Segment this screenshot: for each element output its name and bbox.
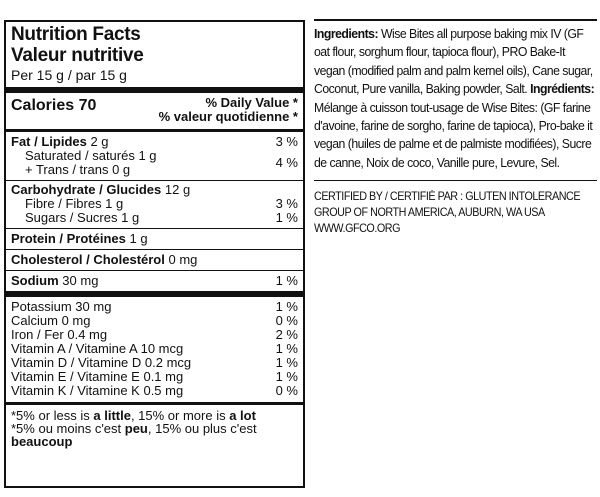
- protein-amount: 1 g: [129, 231, 148, 246]
- mineral-name: Iron / Fer 0.4 mg: [11, 327, 108, 342]
- carb-group: [11, 181, 298, 225]
- mineral-name: Calcium 0 mg: [11, 313, 91, 328]
- footnote: [11, 405, 298, 448]
- sodium-row: [11, 271, 298, 291]
- list-item: [11, 356, 298, 370]
- mineral-pct: 0 %: [275, 313, 298, 328]
- sodium-label: Sodium: [11, 273, 59, 288]
- protein-row: [11, 229, 298, 249]
- fat-group: [11, 132, 298, 177]
- footnote-text: *5% ou moins c'est: [11, 421, 125, 436]
- saturated-fat: Saturated / saturés 1 g: [25, 148, 157, 163]
- calories-label: Calories 70: [11, 97, 97, 114]
- cholesterol-amount: 0 mg: [168, 252, 198, 267]
- ingredients-fr: Mélange à cuisson tout-usage de Wise Bites: (GF farine d'avoine, farine de sorgho, farine de tapioca), Pro-bake it vegan (huiles de palme et de palmiste modifiées), Sucre de canne, Noix de coco, Vanille pure, Levure, Sel.: [314, 99, 593, 170]
- ingredients-en: Wise Bites all purpose baking mix IV (GF oat flour, sorghum flour, tapioca flour), PRO Bake-It vegan (modified palm and palm kernel oils), Cane sugar, Coconut, Pure vanilla, Baking powder, Salt.: [314, 26, 593, 97]
- fat-amount: 2 g: [90, 134, 109, 149]
- fat-label: Fat / Lipides: [11, 134, 87, 149]
- daily-value-header: [159, 96, 298, 124]
- carb-label: Carbohydrate / Glucides: [11, 182, 162, 197]
- fat-pct: 3 %: [275, 134, 298, 149]
- fibre-pct: 3 %: [275, 196, 298, 211]
- protein-label: Protein / Protéines: [11, 231, 126, 246]
- footnote-text: *5% or less is: [11, 408, 94, 423]
- certification-text: CERTIFIED BY / CERTIFIÉ PAR : GLUTEN INTOLERANCE GROUP OF NORTH AMERICA, AUBURN, WA USA WWW.GFCO.ORG: [314, 190, 581, 236]
- ingredients-panel: [314, 19, 597, 237]
- mineral-pct: 2 %: [275, 327, 298, 342]
- serving-size: Per 15 g / par 15 g: [11, 67, 127, 83]
- sodium-amount: 30 mg: [62, 273, 99, 288]
- fibre: Fibre / Fibres 1 g: [25, 196, 124, 211]
- footnote-beaucoup: beaucoup: [11, 434, 73, 449]
- nutrition-facts-panel: [4, 20, 305, 488]
- ingredients-fr-label: Ingrédients:: [530, 81, 595, 97]
- cholesterol-label: Cholesterol / Cholestérol: [11, 252, 165, 267]
- title-fr: Valeur nutritive: [11, 45, 144, 66]
- footnote-peu: peu: [124, 421, 148, 436]
- sat-trans-pct: 4 %: [275, 155, 298, 170]
- sodium-pct: 1 %: [275, 273, 298, 288]
- list-item: [11, 384, 298, 398]
- list-item: [11, 300, 298, 314]
- sugars-pct: 1 %: [275, 210, 298, 225]
- calories-row: [11, 93, 298, 129]
- dv-head-fr: % valeur quotidienne *: [158, 109, 298, 124]
- minerals-list: [11, 297, 298, 398]
- list-item: [11, 328, 298, 342]
- title-en: Nutrition Facts: [11, 24, 141, 45]
- mineral-pct: 1 %: [275, 299, 298, 314]
- footnote-text: , 15% ou plus c'est: [147, 421, 257, 436]
- mineral-pct: 1 %: [275, 355, 298, 370]
- cholesterol-row: [11, 250, 298, 270]
- list-item: [11, 342, 298, 356]
- mineral-pct: 1 %: [275, 341, 298, 356]
- mineral-name: Vitamin K / Vitamine K 0.5 mg: [11, 383, 184, 398]
- mineral-name: Potassium 30 mg: [11, 299, 112, 314]
- footnote-text: , 15% or more is: [130, 408, 230, 423]
- mineral-pct: 0 %: [275, 383, 298, 398]
- sugars: Sugars / Sucres 1 g: [25, 210, 140, 225]
- footnote-lot: a lot: [229, 408, 256, 423]
- mineral-name: Vitamin E / Vitamine E 0.1 mg: [11, 369, 184, 384]
- trans-fat: + Trans / trans 0 g: [25, 162, 131, 177]
- mineral-name: Vitamin D / Vitamine D 0.2 mcg: [11, 355, 192, 370]
- mineral-pct: 1 %: [275, 369, 298, 384]
- ingredients-en-label: Ingredients:: [314, 26, 379, 41]
- list-item: [11, 370, 298, 384]
- ingredients-text: [314, 21, 597, 172]
- carb-amount: 12 g: [164, 182, 191, 197]
- list-item: [11, 314, 298, 328]
- footnote-little: a little: [93, 408, 131, 423]
- dv-head-en: % Daily Value *: [205, 95, 298, 110]
- mineral-name: Vitamin A / Vitamine A 10 mcg: [11, 341, 184, 356]
